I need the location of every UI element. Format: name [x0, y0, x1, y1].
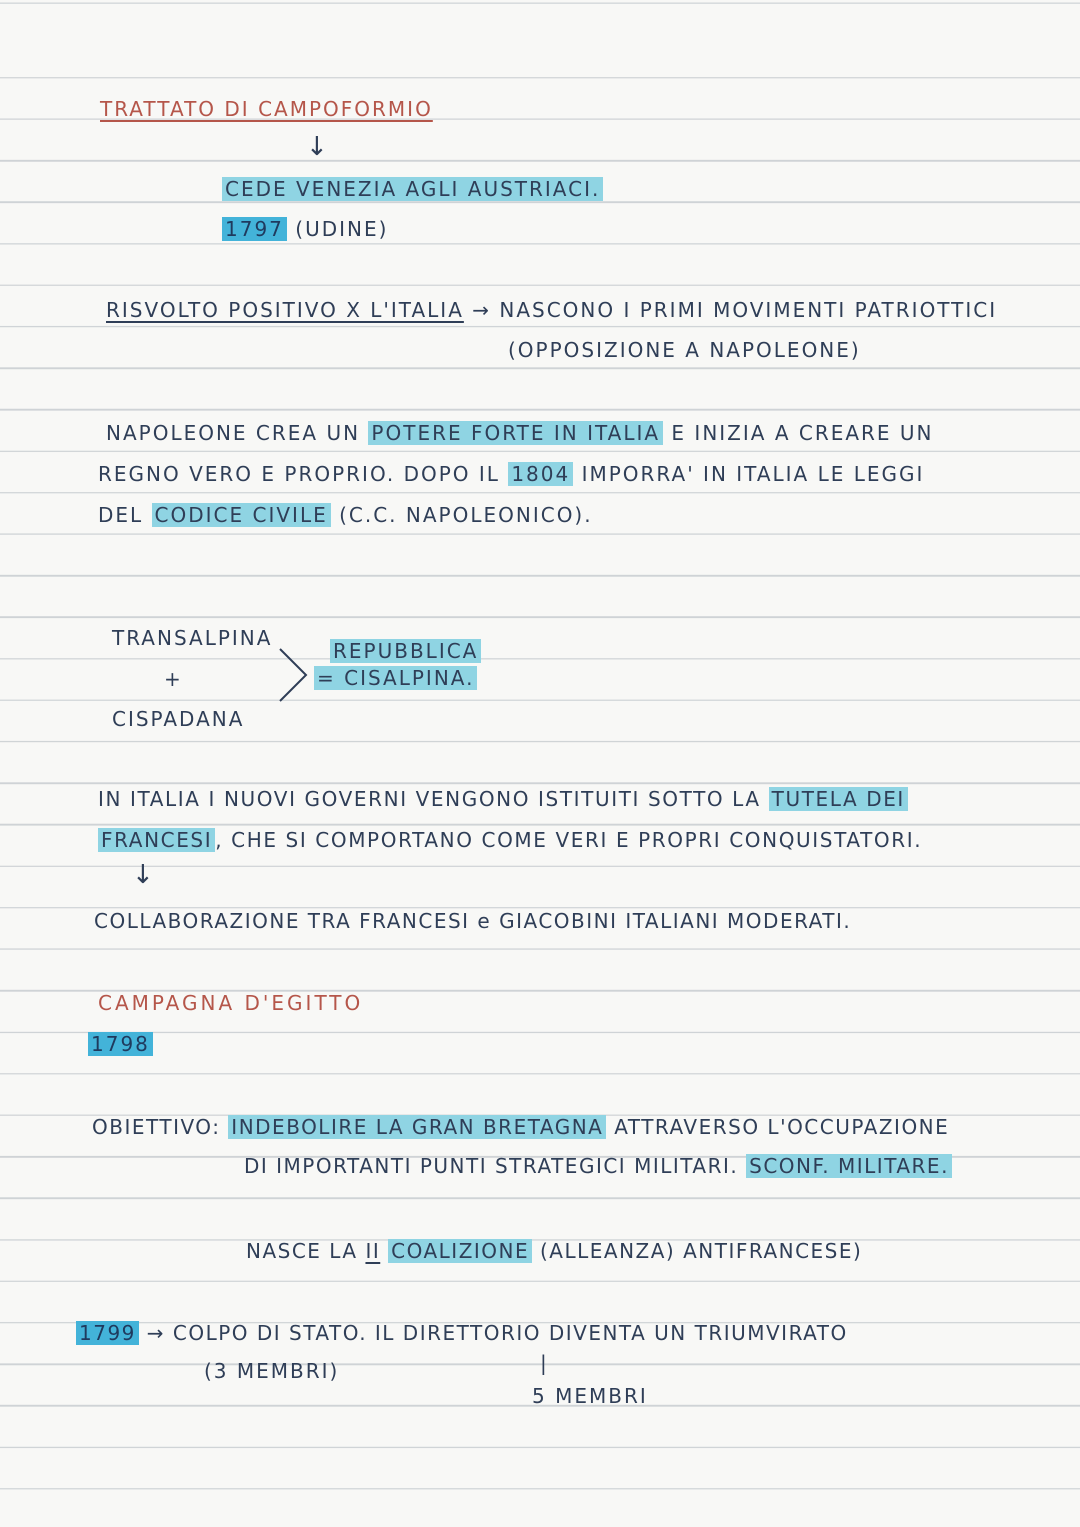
merge-bracket-icon [276, 645, 316, 705]
text: DI IMPORTANTI PUNTI STRATEGICI MILITARI. [244, 1154, 739, 1178]
year-1799: 1799 [76, 1321, 139, 1345]
section-title-egitto: CAMPAGNA D'EGITTO [98, 991, 364, 1015]
governi-line-2 [98, 827, 922, 853]
text: DEL [98, 503, 144, 527]
coalizione-line [246, 1238, 862, 1264]
repubblica-highlight: REPUBBLICA [330, 639, 481, 663]
down-arrow-icon: ↓ [306, 132, 328, 162]
text: OBIETTIVO: [92, 1115, 221, 1139]
cede-venezia-text [222, 176, 603, 202]
risvolto-heading: RISVOLTO POSITIVO X L'ITALIA [106, 298, 464, 322]
right-arrow-icon: → [146, 1321, 166, 1345]
year-1804: 1804 [508, 462, 573, 486]
text: IN ITALIA I NUOVI GOVERNI VENGONO ISTITUITI SOTTO LA [98, 787, 761, 811]
year-1798: 1798 [88, 1032, 153, 1056]
cisalpina-text [314, 665, 477, 691]
colpo-line-1 [76, 1320, 848, 1346]
collaborazione-text: COLLABORAZIONE TRA FRANCESI e GIACOBINI ITALIANI MODERATI. [94, 909, 852, 933]
roman-numeral: II [365, 1239, 381, 1263]
coalizione-highlight: COALIZIONE [388, 1239, 532, 1263]
place-udine: (UDINE) [295, 217, 389, 241]
napoleone-line-2 [98, 461, 924, 487]
francesi-highlight: FRANCESI [98, 828, 215, 852]
year-1798-line [88, 1031, 153, 1057]
sconfitta-highlight: SCONF. MILITARE. [746, 1154, 952, 1178]
potere-forte-highlight: POTERE FORTE IN ITALIA [368, 421, 663, 445]
tre-membri-text: (3 MEMBRI) [204, 1359, 340, 1383]
year-1797: 1797 [222, 217, 287, 241]
text: , CHE SI COMPORTANO COME VERI E PROPRI CONQUISTATORI. [215, 828, 923, 852]
tutela-highlight: TUTELA DEI [769, 787, 908, 811]
cispadana-text: CISPADANA [112, 707, 245, 731]
obiettivo-line-1 [92, 1114, 949, 1140]
text: NAPOLEONE CREA UN [106, 421, 361, 445]
text: COLPO DI STATO. IL DIRETTORIO DIVENTA UN TRIUMVIRATO [172, 1321, 848, 1345]
down-arrow-icon: ↓ [132, 860, 154, 890]
risvolto-line [106, 297, 997, 323]
plus-sign: + [164, 667, 183, 691]
napoleone-line-3 [98, 502, 593, 528]
text: (ALLEANZA) ANTIFRANCESE) [540, 1239, 863, 1263]
repubblica-text [330, 638, 481, 664]
text: ATTRAVERSO L'OCCUPAZIONE [614, 1115, 950, 1139]
transalpina-text: TRANSALPINA [112, 626, 273, 650]
text: REGNO VERO E PROPRIO. DOPO IL [98, 462, 500, 486]
text: IMPORRA' IN ITALIA LE LEGGI [581, 462, 925, 486]
text: NASCE LA [246, 1239, 358, 1263]
napoleone-line-1 [106, 420, 934, 446]
cinque-membri-text: 5 MEMBRI [532, 1384, 648, 1408]
codice-civile-highlight: CODICE CIVILE [152, 503, 331, 527]
right-arrow-icon: → [472, 298, 491, 322]
section-title-campoformio: TRATTATO DI CAMPOFORMIO [100, 97, 433, 121]
cisalpina-highlight: = CISALPINA. [314, 666, 477, 690]
text: E INIZIA A CREARE UN [671, 421, 934, 445]
year-1797-line [222, 216, 388, 242]
highlight: CEDE VENEZIA AGLI AUSTRIACI. [222, 177, 603, 201]
indebolire-highlight: INDEBOLIRE LA GRAN BRETAGNA [228, 1115, 606, 1139]
text: (C.C. NAPOLEONICO). [339, 503, 593, 527]
governi-line-1 [98, 786, 908, 812]
obiettivo-line-2 [244, 1153, 952, 1179]
movimenti-text: NASCONO I PRIMI MOVIMENTI PATRIOTTICI [499, 298, 998, 322]
connector-bar: | [540, 1351, 549, 1375]
opposizione-text: (OPPOSIZIONE A NAPOLEONE) [508, 338, 861, 362]
